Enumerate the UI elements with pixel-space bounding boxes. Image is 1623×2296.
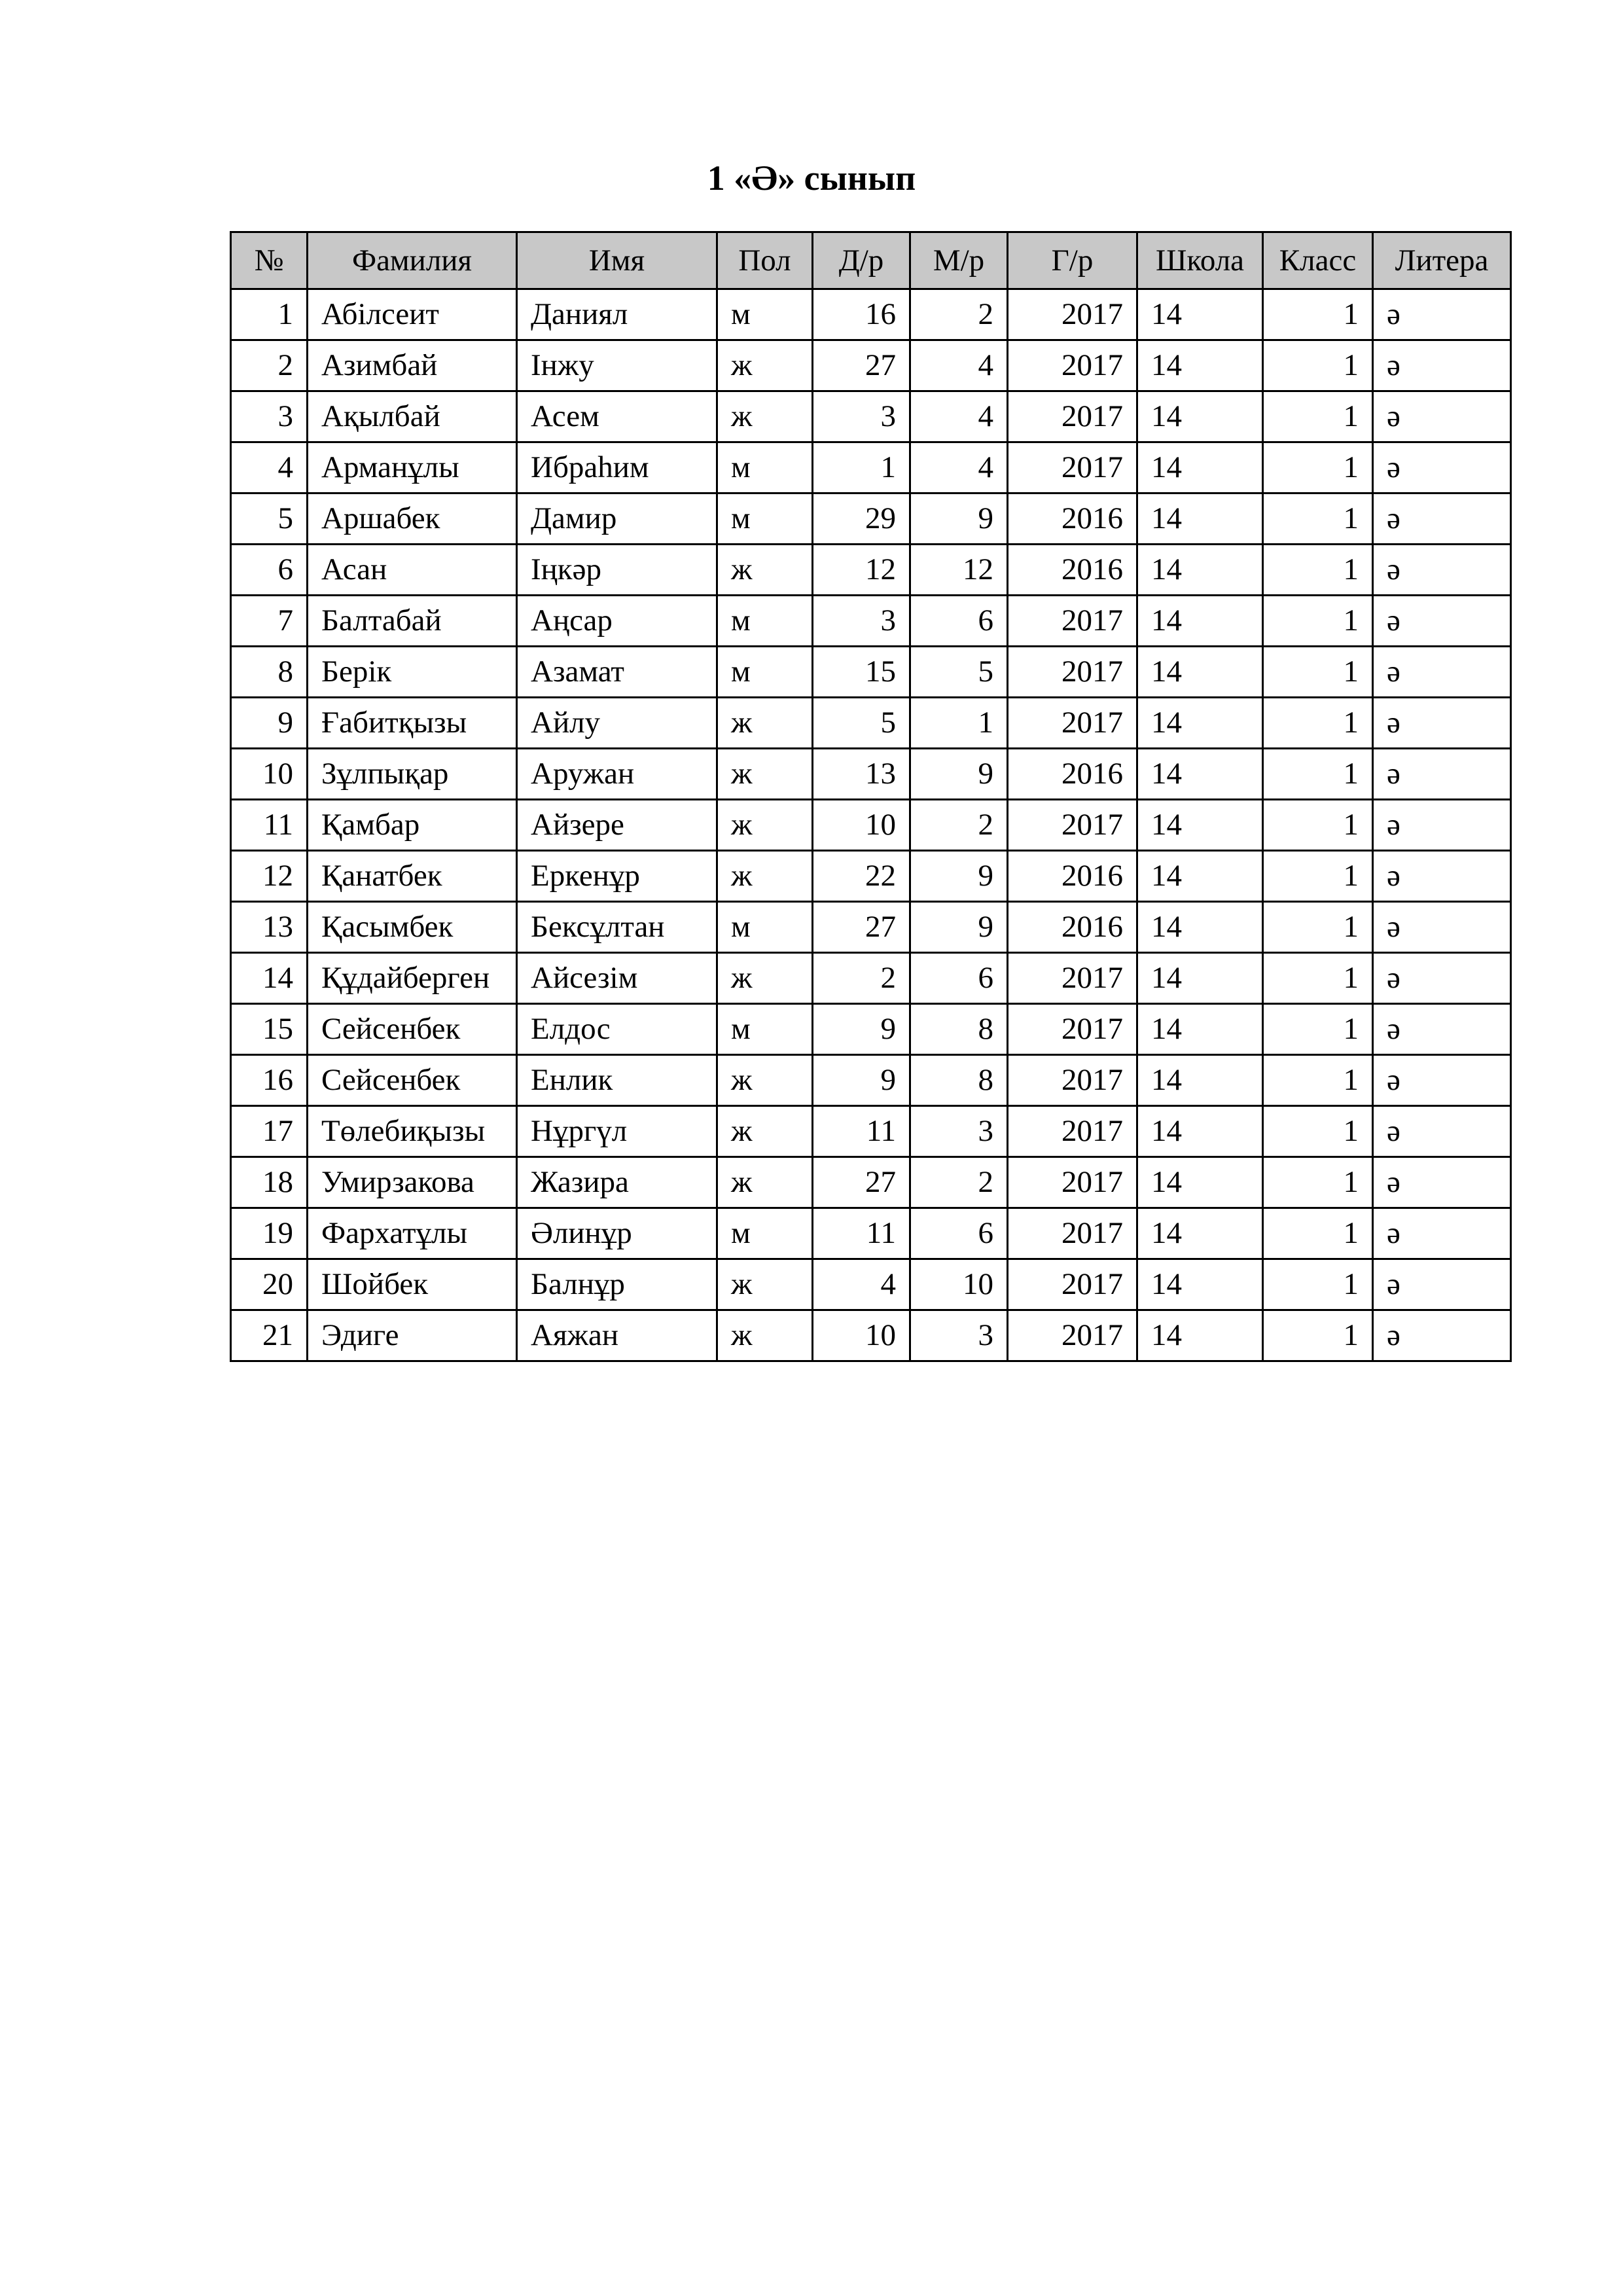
- cell-surname: Қамбар: [308, 800, 517, 851]
- cell-name: Аяжан: [517, 1310, 717, 1361]
- cell-school: 14: [1137, 800, 1263, 851]
- cell-class: 1: [1263, 647, 1373, 698]
- table-row: [231, 953, 1511, 1004]
- cell-birth-year: 2016: [1008, 851, 1137, 902]
- cell-number: 17: [231, 1106, 308, 1157]
- cell-letter: ә: [1373, 1004, 1511, 1055]
- cell-surname: Аршабек: [308, 493, 517, 545]
- cell-letter: ә: [1373, 442, 1511, 493]
- cell-birth-day: 12: [813, 545, 910, 596]
- cell-birth-year: 2017: [1008, 647, 1137, 698]
- cell-birth-year: 2017: [1008, 1004, 1137, 1055]
- cell-letter: ә: [1373, 1310, 1511, 1361]
- cell-school: 14: [1137, 340, 1263, 391]
- cell-birth-day: 27: [813, 340, 910, 391]
- cell-birth-day: 3: [813, 391, 910, 442]
- cell-birth-day: 9: [813, 1055, 910, 1106]
- cell-birth-month: 8: [910, 1004, 1008, 1055]
- cell-school: 14: [1137, 647, 1263, 698]
- cell-gender: ж: [717, 1310, 813, 1361]
- cell-name: Бексұлтан: [517, 902, 717, 953]
- cell-name: Елдос: [517, 1004, 717, 1055]
- cell-school: 14: [1137, 545, 1263, 596]
- table-row: [231, 545, 1511, 596]
- cell-class: 1: [1263, 953, 1373, 1004]
- cell-letter: ә: [1373, 289, 1511, 340]
- cell-birth-year: 2017: [1008, 800, 1137, 851]
- cell-birth-month: 9: [910, 851, 1008, 902]
- cell-gender: ж: [717, 1259, 813, 1310]
- cell-name: Еркенұр: [517, 851, 717, 902]
- cell-name: Дамир: [517, 493, 717, 545]
- cell-letter: ә: [1373, 1055, 1511, 1106]
- table-row: [231, 698, 1511, 749]
- cell-name: Інжу: [517, 340, 717, 391]
- cell-surname: Берік: [308, 647, 517, 698]
- col-header-number: №: [231, 232, 308, 289]
- cell-letter: ә: [1373, 545, 1511, 596]
- cell-birth-month: 12: [910, 545, 1008, 596]
- cell-class: 1: [1263, 289, 1373, 340]
- col-header-birth-month: М/р: [910, 232, 1008, 289]
- cell-letter: ә: [1373, 953, 1511, 1004]
- col-header-class: Класс: [1263, 232, 1373, 289]
- col-header-gender: Пол: [717, 232, 813, 289]
- cell-letter: ә: [1373, 647, 1511, 698]
- cell-birth-day: 27: [813, 1157, 910, 1208]
- table-body: [231, 289, 1511, 1361]
- table-row: [231, 1259, 1511, 1310]
- cell-school: 14: [1137, 442, 1263, 493]
- cell-birth-year: 2017: [1008, 698, 1137, 749]
- cell-gender: ж: [717, 698, 813, 749]
- cell-number: 11: [231, 800, 308, 851]
- col-header-school: Школа: [1137, 232, 1263, 289]
- cell-letter: ә: [1373, 340, 1511, 391]
- cell-school: 14: [1137, 698, 1263, 749]
- cell-school: 14: [1137, 1259, 1263, 1310]
- cell-letter: ә: [1373, 596, 1511, 647]
- cell-birth-day: 22: [813, 851, 910, 902]
- col-header-letter: Литера: [1373, 232, 1511, 289]
- cell-class: 1: [1263, 902, 1373, 953]
- cell-surname: Шойбек: [308, 1259, 517, 1310]
- cell-class: 1: [1263, 698, 1373, 749]
- cell-surname: Ақылбай: [308, 391, 517, 442]
- cell-letter: ә: [1373, 698, 1511, 749]
- cell-class: 1: [1263, 1310, 1373, 1361]
- cell-birth-year: 2017: [1008, 596, 1137, 647]
- cell-gender: м: [717, 902, 813, 953]
- cell-surname: Азимбай: [308, 340, 517, 391]
- cell-class: 1: [1263, 800, 1373, 851]
- cell-name: Асем: [517, 391, 717, 442]
- cell-birth-day: 1: [813, 442, 910, 493]
- cell-class: 1: [1263, 493, 1373, 545]
- cell-gender: ж: [717, 1157, 813, 1208]
- cell-gender: м: [717, 442, 813, 493]
- table-row: [231, 800, 1511, 851]
- cell-school: 14: [1137, 1055, 1263, 1106]
- cell-number: 6: [231, 545, 308, 596]
- cell-surname: Эдиге: [308, 1310, 517, 1361]
- cell-gender: ж: [717, 1106, 813, 1157]
- cell-number: 4: [231, 442, 308, 493]
- cell-birth-month: 6: [910, 596, 1008, 647]
- cell-school: 14: [1137, 596, 1263, 647]
- col-header-birth-year: Г/р: [1008, 232, 1137, 289]
- cell-birth-year: 2016: [1008, 902, 1137, 953]
- table-row: [231, 1004, 1511, 1055]
- cell-birth-month: 6: [910, 953, 1008, 1004]
- cell-birth-day: 5: [813, 698, 910, 749]
- cell-number: 3: [231, 391, 308, 442]
- cell-surname: Умирзакова: [308, 1157, 517, 1208]
- col-header-name: Имя: [517, 232, 717, 289]
- cell-school: 14: [1137, 1004, 1263, 1055]
- table-row: [231, 851, 1511, 902]
- cell-letter: ә: [1373, 1259, 1511, 1310]
- cell-birth-year: 2016: [1008, 545, 1137, 596]
- cell-number: 7: [231, 596, 308, 647]
- cell-birth-day: 10: [813, 800, 910, 851]
- cell-name: Аңсар: [517, 596, 717, 647]
- table-row: [231, 1310, 1511, 1361]
- cell-birth-year: 2017: [1008, 442, 1137, 493]
- cell-class: 1: [1263, 1157, 1373, 1208]
- table-row: [231, 1055, 1511, 1106]
- table-row: [231, 289, 1511, 340]
- cell-letter: ә: [1373, 1106, 1511, 1157]
- cell-birth-day: 29: [813, 493, 910, 545]
- cell-surname: Асан: [308, 545, 517, 596]
- cell-birth-day: 11: [813, 1106, 910, 1157]
- cell-class: 1: [1263, 1106, 1373, 1157]
- cell-surname: Қанатбек: [308, 851, 517, 902]
- cell-surname: Арманұлы: [308, 442, 517, 493]
- cell-birth-year: 2017: [1008, 1157, 1137, 1208]
- cell-surname: Ғабитқызы: [308, 698, 517, 749]
- cell-gender: ж: [717, 953, 813, 1004]
- cell-letter: ә: [1373, 902, 1511, 953]
- cell-gender: ж: [717, 545, 813, 596]
- cell-class: 1: [1263, 1208, 1373, 1259]
- cell-school: 14: [1137, 749, 1263, 800]
- cell-class: 1: [1263, 391, 1373, 442]
- cell-gender: м: [717, 289, 813, 340]
- cell-number: 15: [231, 1004, 308, 1055]
- cell-surname: Балтабай: [308, 596, 517, 647]
- cell-school: 14: [1137, 1310, 1263, 1361]
- header-row: [231, 232, 1511, 289]
- cell-birth-month: 3: [910, 1310, 1008, 1361]
- cell-gender: ж: [717, 391, 813, 442]
- cell-birth-year: 2017: [1008, 1259, 1137, 1310]
- cell-school: 14: [1137, 493, 1263, 545]
- cell-surname: Абілсеит: [308, 289, 517, 340]
- cell-name: Айлу: [517, 698, 717, 749]
- col-header-birth-day: Д/р: [813, 232, 910, 289]
- cell-class: 1: [1263, 1004, 1373, 1055]
- cell-birth-year: 2016: [1008, 493, 1137, 545]
- cell-birth-month: 2: [910, 1157, 1008, 1208]
- cell-school: 14: [1137, 902, 1263, 953]
- cell-number: 19: [231, 1208, 308, 1259]
- cell-birth-month: 2: [910, 289, 1008, 340]
- cell-surname: Зұлпықар: [308, 749, 517, 800]
- table-row: [231, 1106, 1511, 1157]
- cell-class: 1: [1263, 340, 1373, 391]
- cell-surname: Қасымбек: [308, 902, 517, 953]
- cell-gender: ж: [717, 749, 813, 800]
- cell-gender: ж: [717, 800, 813, 851]
- table-header: [231, 232, 1511, 289]
- cell-birth-month: 4: [910, 391, 1008, 442]
- cell-birth-day: 9: [813, 1004, 910, 1055]
- cell-letter: ә: [1373, 1157, 1511, 1208]
- cell-gender: ж: [717, 851, 813, 902]
- cell-birth-day: 13: [813, 749, 910, 800]
- table-row: [231, 391, 1511, 442]
- cell-letter: ә: [1373, 749, 1511, 800]
- table-row: [231, 493, 1511, 545]
- cell-name: Аружан: [517, 749, 717, 800]
- cell-surname: Құдайберген: [308, 953, 517, 1004]
- cell-gender: м: [717, 647, 813, 698]
- cell-birth-month: 2: [910, 800, 1008, 851]
- cell-letter: ә: [1373, 800, 1511, 851]
- cell-class: 1: [1263, 596, 1373, 647]
- cell-birth-day: 15: [813, 647, 910, 698]
- cell-class: 1: [1263, 749, 1373, 800]
- cell-gender: ж: [717, 340, 813, 391]
- cell-number: 13: [231, 902, 308, 953]
- cell-name: Айзере: [517, 800, 717, 851]
- cell-school: 14: [1137, 851, 1263, 902]
- table-row: [231, 647, 1511, 698]
- cell-school: 14: [1137, 391, 1263, 442]
- cell-letter: ә: [1373, 391, 1511, 442]
- cell-number: 5: [231, 493, 308, 545]
- cell-number: 21: [231, 1310, 308, 1361]
- cell-name: Жазира: [517, 1157, 717, 1208]
- cell-surname: Төлебиқызы: [308, 1106, 517, 1157]
- cell-name: Ибраһим: [517, 442, 717, 493]
- cell-class: 1: [1263, 1055, 1373, 1106]
- table-row: [231, 902, 1511, 953]
- cell-birth-day: 16: [813, 289, 910, 340]
- cell-class: 1: [1263, 442, 1373, 493]
- cell-birth-month: 4: [910, 442, 1008, 493]
- cell-birth-month: 8: [910, 1055, 1008, 1106]
- cell-birth-year: 2017: [1008, 1055, 1137, 1106]
- cell-number: 14: [231, 953, 308, 1004]
- cell-letter: ә: [1373, 493, 1511, 545]
- cell-gender: м: [717, 493, 813, 545]
- cell-number: 9: [231, 698, 308, 749]
- page-title: 1 «Ә» сынып: [707, 158, 916, 198]
- cell-birth-month: 10: [910, 1259, 1008, 1310]
- cell-letter: ә: [1373, 851, 1511, 902]
- cell-name: Даниял: [517, 289, 717, 340]
- cell-school: 14: [1137, 1208, 1263, 1259]
- cell-birth-year: 2017: [1008, 1208, 1137, 1259]
- cell-birth-year: 2017: [1008, 953, 1137, 1004]
- table-row: [231, 340, 1511, 391]
- student-table: [230, 231, 1512, 1362]
- cell-birth-month: 9: [910, 493, 1008, 545]
- cell-number: 8: [231, 647, 308, 698]
- cell-number: 10: [231, 749, 308, 800]
- cell-birth-month: 9: [910, 749, 1008, 800]
- cell-birth-month: 3: [910, 1106, 1008, 1157]
- cell-surname: Сейсенбек: [308, 1055, 517, 1106]
- cell-birth-day: 4: [813, 1259, 910, 1310]
- cell-number: 16: [231, 1055, 308, 1106]
- cell-gender: м: [717, 1004, 813, 1055]
- cell-birth-month: 5: [910, 647, 1008, 698]
- cell-birth-month: 9: [910, 902, 1008, 953]
- cell-name: Енлик: [517, 1055, 717, 1106]
- col-header-surname: Фамилия: [308, 232, 517, 289]
- cell-birth-month: 6: [910, 1208, 1008, 1259]
- cell-letter: ә: [1373, 1208, 1511, 1259]
- cell-surname: Сейсенбек: [308, 1004, 517, 1055]
- cell-gender: м: [717, 1208, 813, 1259]
- cell-birth-year: 2017: [1008, 340, 1137, 391]
- cell-birth-month: 1: [910, 698, 1008, 749]
- cell-number: 20: [231, 1259, 308, 1310]
- cell-surname: Фархатұлы: [308, 1208, 517, 1259]
- cell-number: 1: [231, 289, 308, 340]
- cell-school: 14: [1137, 1106, 1263, 1157]
- cell-class: 1: [1263, 545, 1373, 596]
- cell-gender: м: [717, 596, 813, 647]
- cell-birth-year: 2017: [1008, 391, 1137, 442]
- cell-birth-year: 2016: [1008, 749, 1137, 800]
- cell-school: 14: [1137, 1157, 1263, 1208]
- cell-name: Балнұр: [517, 1259, 717, 1310]
- cell-birth-day: 27: [813, 902, 910, 953]
- cell-birth-year: 2017: [1008, 1106, 1137, 1157]
- cell-number: 12: [231, 851, 308, 902]
- cell-school: 14: [1137, 953, 1263, 1004]
- cell-class: 1: [1263, 851, 1373, 902]
- cell-birth-day: 2: [813, 953, 910, 1004]
- table-row: [231, 596, 1511, 647]
- cell-name: Әлинұр: [517, 1208, 717, 1259]
- cell-birth-year: 2017: [1008, 1310, 1137, 1361]
- table-row: [231, 749, 1511, 800]
- cell-name: Айсезім: [517, 953, 717, 1004]
- cell-gender: ж: [717, 1055, 813, 1106]
- cell-class: 1: [1263, 1259, 1373, 1310]
- table-row: [231, 1208, 1511, 1259]
- cell-birth-year: 2017: [1008, 289, 1137, 340]
- cell-name: Іңкәр: [517, 545, 717, 596]
- cell-birth-month: 4: [910, 340, 1008, 391]
- cell-school: 14: [1137, 289, 1263, 340]
- cell-birth-day: 11: [813, 1208, 910, 1259]
- cell-birth-day: 3: [813, 596, 910, 647]
- cell-number: 2: [231, 340, 308, 391]
- table-row: [231, 1157, 1511, 1208]
- cell-birth-day: 10: [813, 1310, 910, 1361]
- cell-number: 18: [231, 1157, 308, 1208]
- cell-name: Азамат: [517, 647, 717, 698]
- cell-name: Нұргүл: [517, 1106, 717, 1157]
- table-row: [231, 442, 1511, 493]
